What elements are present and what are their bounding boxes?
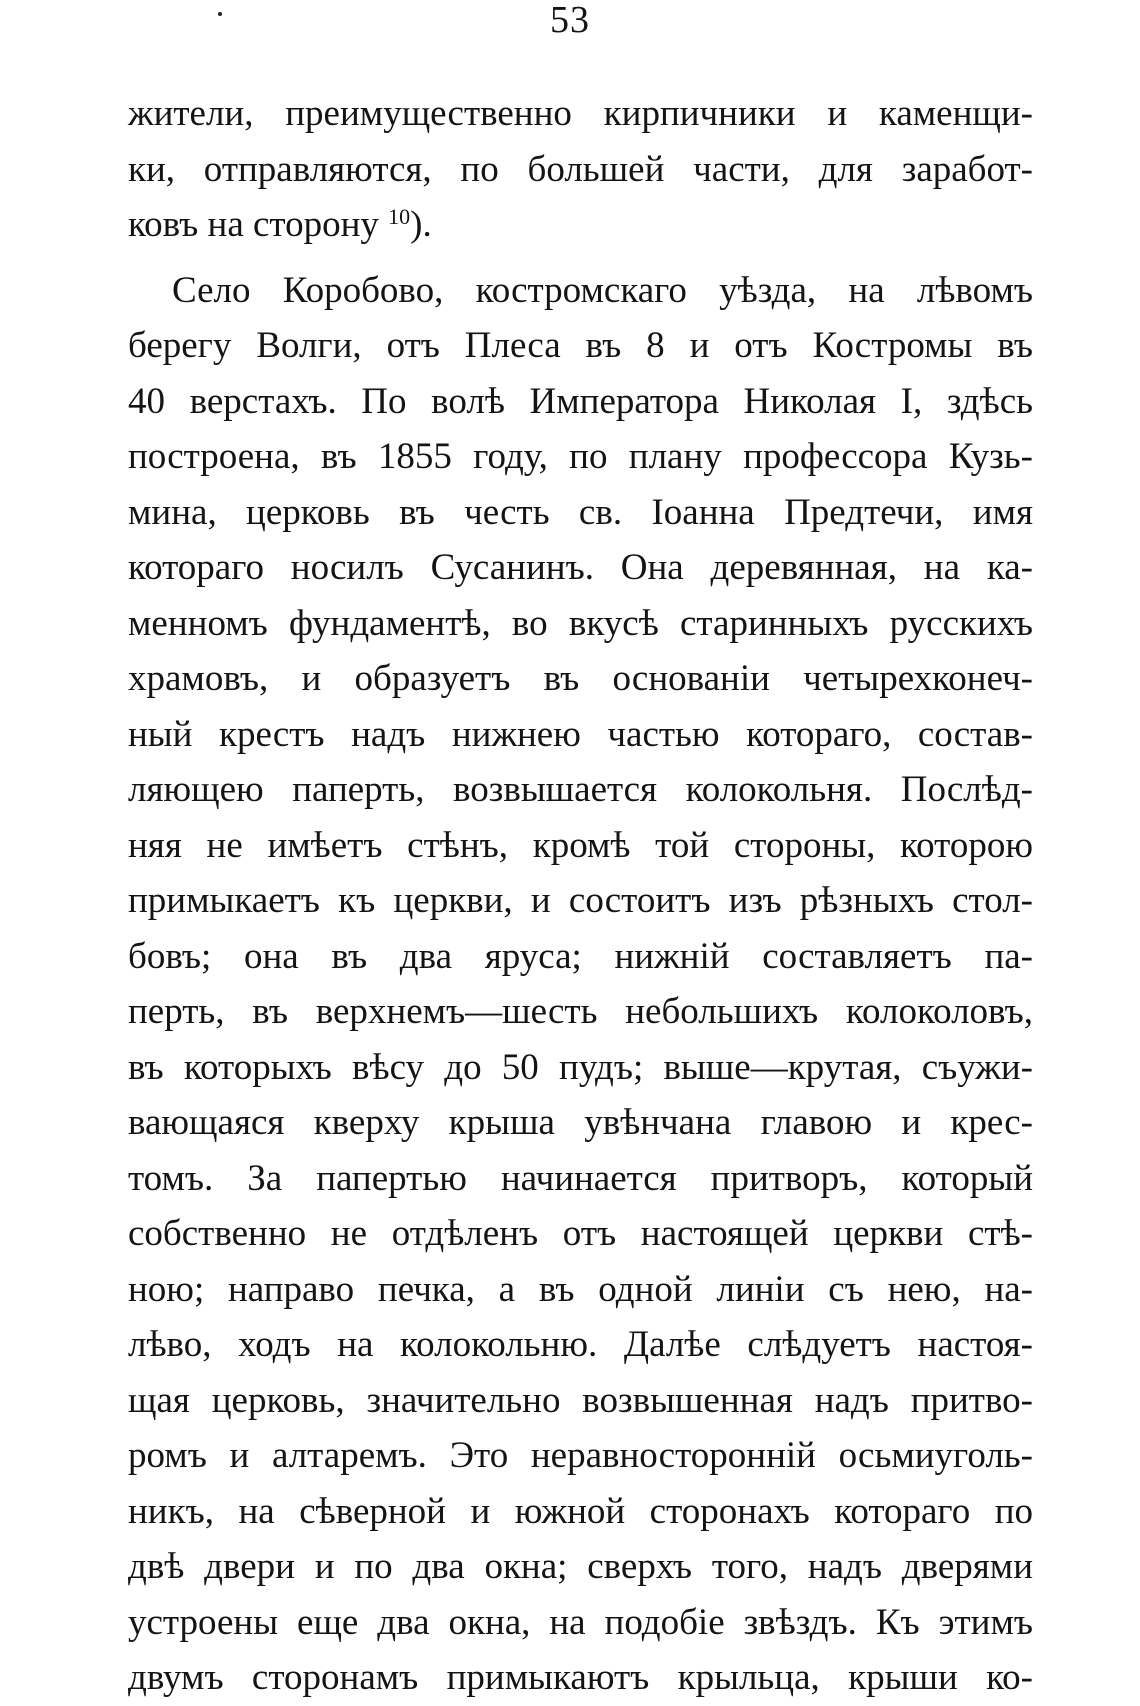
text-line: лѣво, ходъ на колокольню. Далѣе слѣдуетъ настоя- <box>128 1324 1033 1365</box>
text-line: менномъ фундаментѣ, во вкусѣ старинныхъ русскихъ <box>128 602 1033 644</box>
text-line: ный крестъ надъ нижнею частью котораго, состав- <box>128 713 1033 755</box>
text-line: котораго носилъ Сусанинъ. Она деревянная, на ка- <box>128 547 1033 588</box>
text-line: въ которыхъ вѣсу до 50 пудъ; выше—крутая, съужи- <box>128 1046 1033 1088</box>
text-line: 40 верстахъ. По волѣ Императора Николая I, здѣсь <box>128 380 1033 422</box>
text-line: построена, въ 1855 году, по плану профессора Кузь- <box>128 436 1033 477</box>
text-line: няя не имѣетъ стѣнъ, кромѣ той стороны, которою <box>128 824 1033 866</box>
text-line <box>128 197 1033 253</box>
text-line: храмовъ, и образуетъ въ основаніи четырехконеч- <box>128 658 1033 699</box>
text-line: ки, отправляются, по большей части, для заработ- <box>128 148 1033 190</box>
page-number: 53 <box>550 0 590 41</box>
text-fragment: ). <box>410 204 432 245</box>
text-fragment: ковъ на сторону <box>128 204 379 245</box>
text-line: бовъ; она въ два яруса; нижній составляетъ па- <box>128 935 1033 977</box>
text-line: жители, преимущественно кирпичники и каменщи- <box>128 93 1033 134</box>
text-line: устроены еще два окна, на подобіе звѣздъ. Къ этимъ <box>128 1601 1033 1643</box>
text-line: томъ. За папертью начинается притворъ, который <box>128 1157 1033 1199</box>
text-line: вающаяся кверху крыша увѣнчана главою и крес- <box>128 1102 1033 1143</box>
paragraph-gap <box>128 253 1033 263</box>
text-line: ляющею паперть, возвышается колокольня. Послѣд- <box>128 769 1033 810</box>
footnote-reference: 10 <box>388 204 411 229</box>
text-line: собственно не отдѣленъ отъ настоящей церкви стѣ- <box>128 1213 1033 1254</box>
text-line: двѣ двери и по два окна; сверхъ того, надъ дверями <box>128 1546 1033 1587</box>
body-text <box>128 86 1033 1706</box>
paragraph <box>128 86 1033 253</box>
text-line: ною; направо печка, а въ одной линіи съ нею, на- <box>128 1268 1033 1310</box>
text-line: никъ, на сѣверной и южной сторонахъ котораго по <box>128 1490 1033 1532</box>
text-line: мина, церковь въ честь св. Іоанна Предтечи, имя <box>128 491 1033 533</box>
text-line: берегу Волги, отъ Плеса въ 8 и отъ Костромы въ <box>128 325 1033 366</box>
paragraph <box>128 263 1033 1706</box>
text-line: перть, въ верхнемъ—шесть небольшихъ колоколовъ, <box>128 991 1033 1032</box>
text-line: Село Коробово, костромскаго уѣзда, на лѣвомъ <box>172 269 1033 311</box>
text-line: двумъ сторонамъ примыкаютъ крыльца, крыши ко- <box>128 1657 1033 1698</box>
text-line: щая церковь, значительно возвышенная надъ притво- <box>128 1379 1033 1421</box>
text-line: ромъ и алтаремъ. Это неравносторонній осьмиуголь- <box>128 1435 1033 1476</box>
text-line: примыкаетъ къ церкви, и состоитъ изъ рѣзныхъ стол- <box>128 880 1033 921</box>
